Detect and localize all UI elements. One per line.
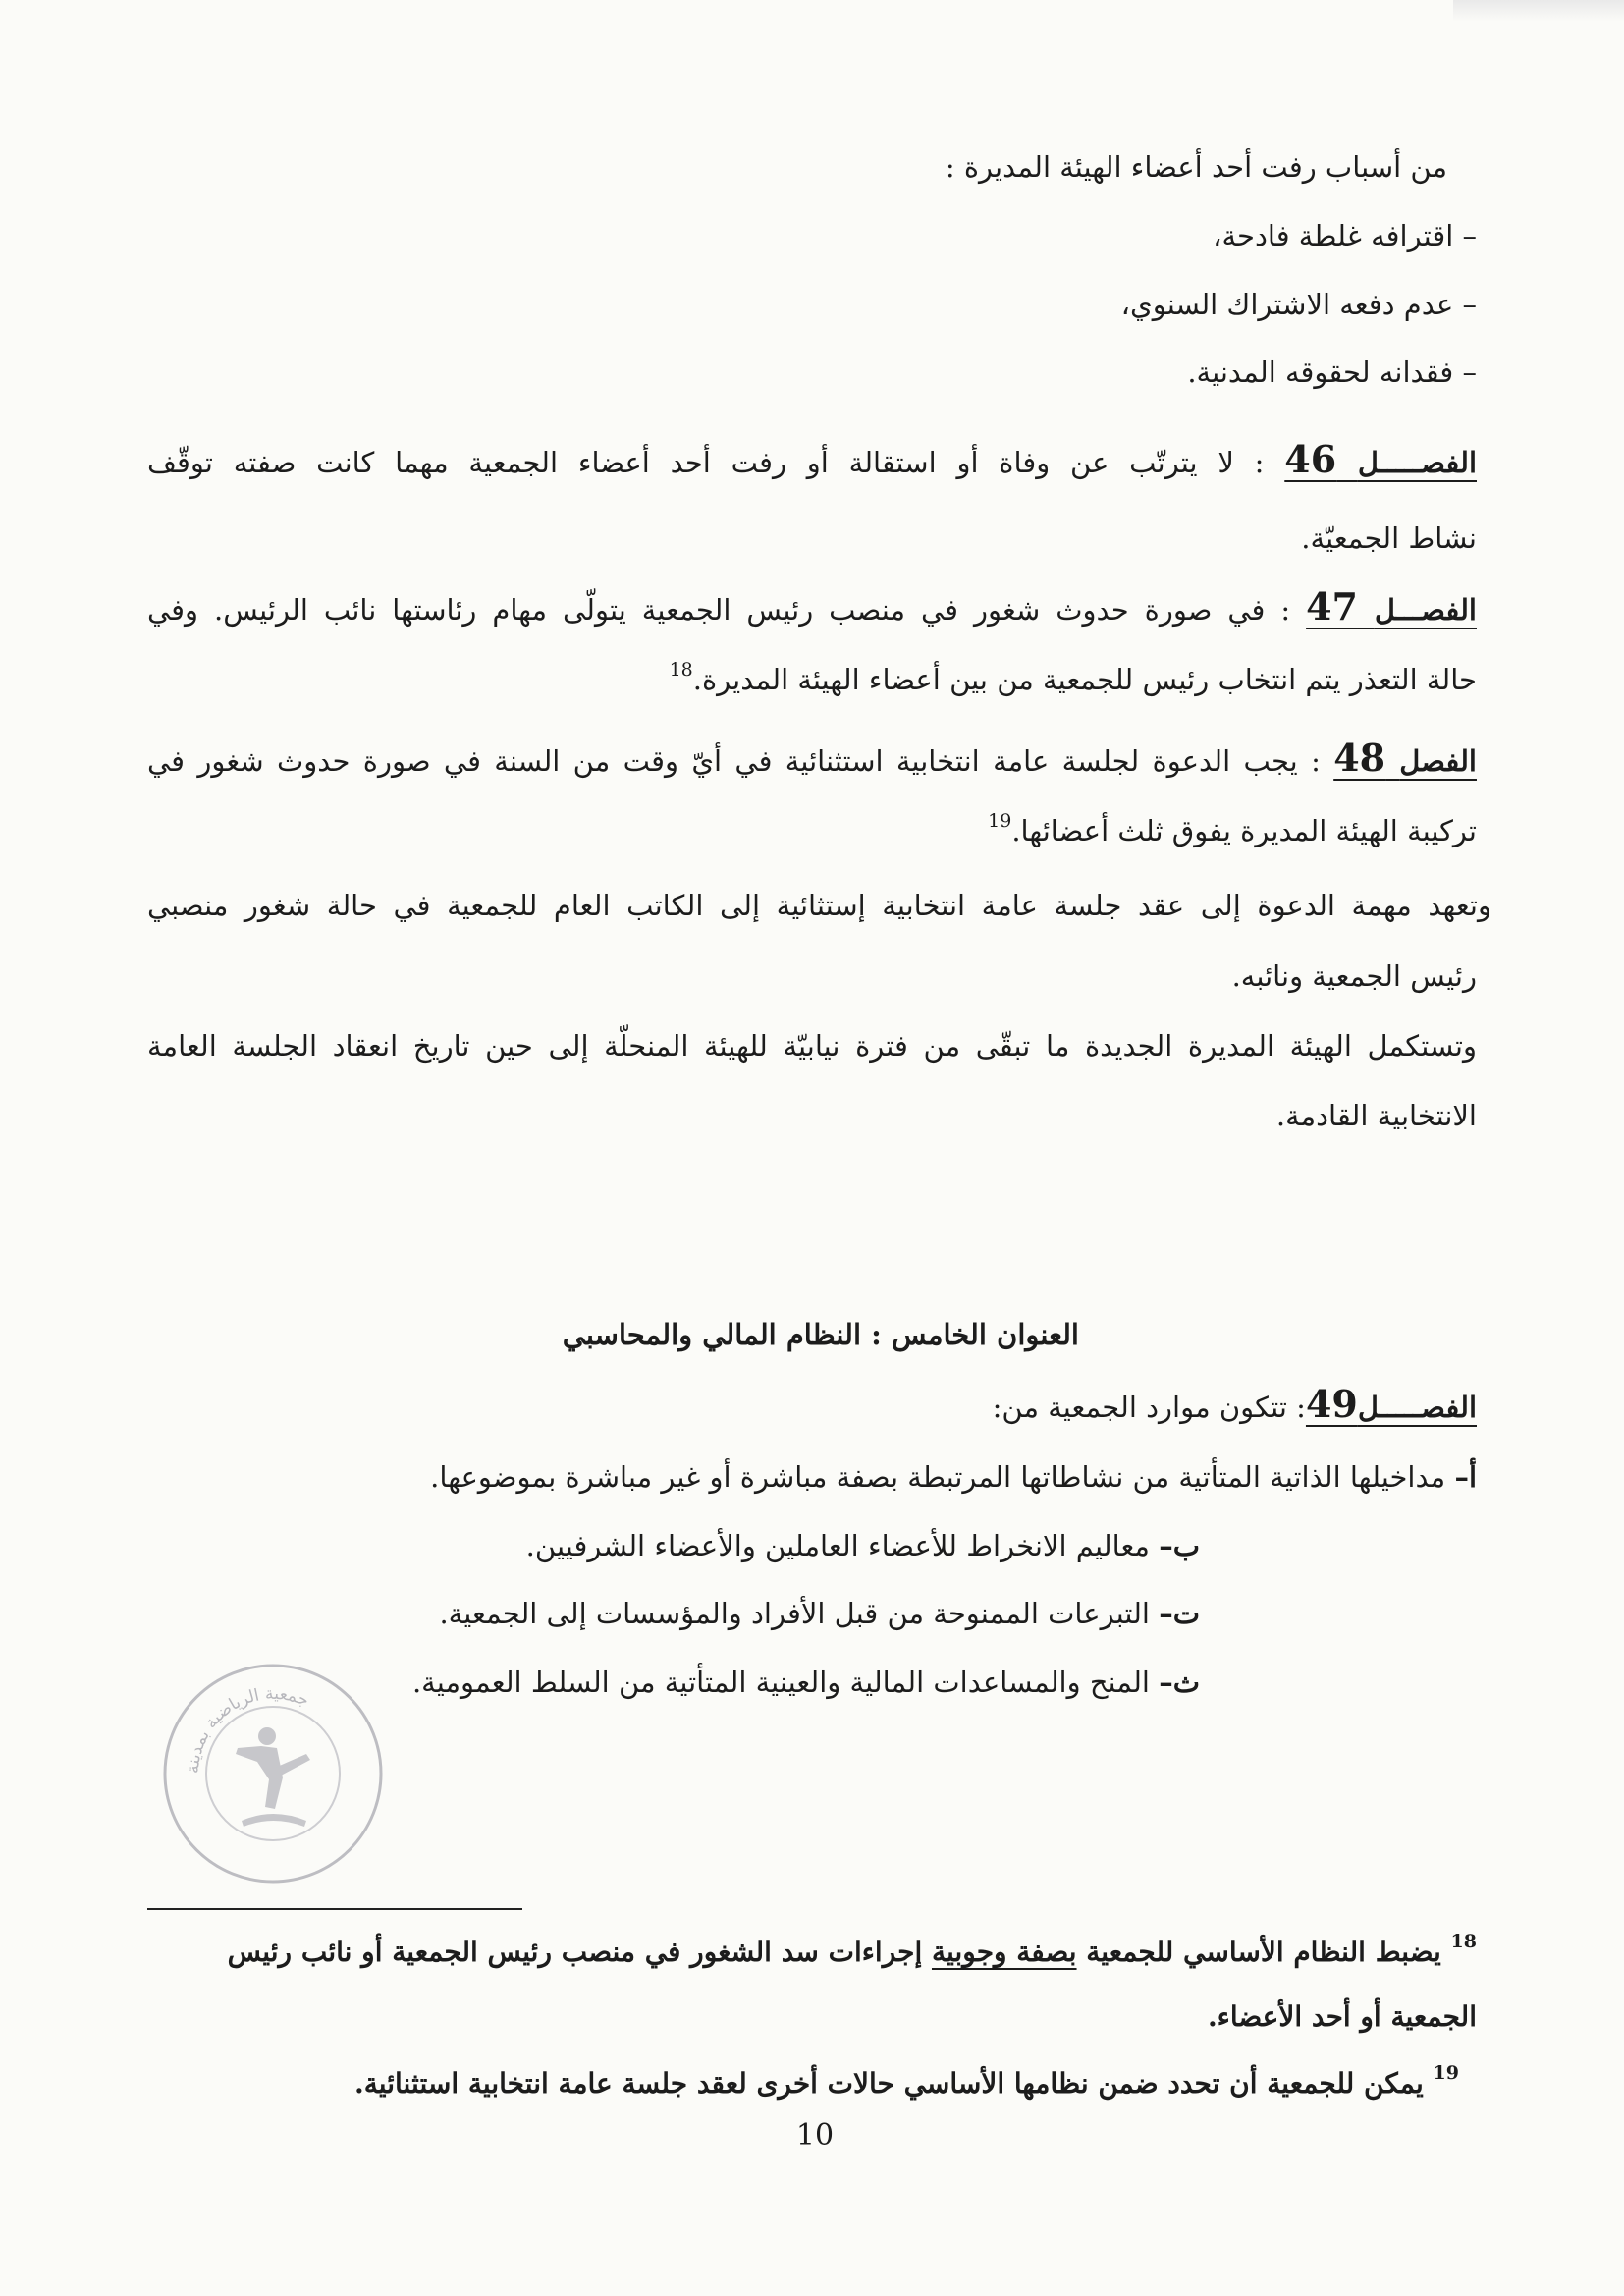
article-47-line1: الفصـــل 47 : في صورة حدوث شغور في منصب رئيس الجمعية يتولّى مهام رئاستها نائب الرئيس. وفي [147, 584, 1477, 629]
resource-item: ب– معاليم الانخراط للأعضاء العاملين والأعضاء الشرفيين. [525, 1529, 1200, 1562]
association-stamp [159, 1660, 387, 1887]
paragraph-line: رئيس الجمعية ونائبه. [1231, 959, 1477, 993]
karate-figure-icon [236, 1727, 310, 1827]
chapter-heading: الفصـــــل 46 [1284, 437, 1477, 481]
page-number: 10 [795, 2118, 835, 2153]
article-46-line1: الفصـــــل 46 : لا يترتّب عن وفاة أو استقالة أو رفت أحد أعضاء الجمعية مهما كانت صفته توقّف [147, 437, 1477, 481]
stamp-text: جمعية الرياضية بمدينة [183, 1683, 312, 1775]
reason-item: – فقدانه لحقوقه المدنية. [1187, 355, 1477, 389]
resource-item: أ– مداخيلها الذاتية المتأتية من نشاطاتها المرتبطة بصفة مباشرة أو غير مباشرة بموضوعها. [430, 1460, 1477, 1494]
resource-item: ت– التبرعات الممنوحة من قبل الأفراد والمؤسسات إلى الجمعية. [439, 1597, 1200, 1630]
article-47-line2: حالة التعذر يتم انتخاب رئيس للجمعية من بين أعضاء الهيئة المديرة.$^{18}$ [669, 659, 1477, 696]
article-48-line2: تركيبة الهيئة المديرة يفوق ثلث أعضائها.$^{19}$ [988, 810, 1477, 847]
paragraph-line: وتستكمل الهيئة المديرة الجديدة ما تبقّى من فترة نيابيّة للهيئة المنحلّة إلى حين تاريخ انعقاد الجلسة العامة [147, 1029, 1477, 1063]
chapter-heading: الفصـــل 47 [1306, 584, 1477, 629]
footnote-18: $^{18}$ يضبط النظام الأساسي للجمعية بصفة وجوبية إجراءات سد الشغور في منصب رئيس الجمعية أو نائب رئيس [227, 1931, 1477, 1968]
reason-item: – عدم دفعه الاشتراك السنوي، [1120, 288, 1477, 321]
footnote-divider [147, 1908, 522, 1910]
paragraph-line: وتعهد مهمة الدعوة إلى عقد جلسة عامة انتخابية إستثائية إلى الكاتب العام للجمعية في حالة شغور منصبي [147, 889, 1491, 922]
footnote-18-line2: الجمعية أو أحد الأعضاء. [1207, 2000, 1477, 2033]
paragraph-line: الانتخابية القادمة. [1275, 1099, 1477, 1132]
article-46-line2: نشاط الجمعيّة. [1301, 521, 1477, 555]
article-48-line1: الفصل 48 : يجب الدعوة لجلسة عامة انتخابية استثنائية في أيّ وقت من السنة في صورة حدوث شغور في [147, 736, 1477, 780]
article-49-line: الفصـــــل49: تتكون موارد الجمعية من: [992, 1382, 1477, 1426]
resource-item: ث– المنح والمساعدات المالية والعينية المتأتية من السلط العمومية. [411, 1666, 1200, 1699]
intro-line: من أسباب رفت أحد أعضاء الهيئة المديرة : [945, 150, 1447, 184]
footnote-19: $^{19}$ يمكن للجمعية أن تحدد ضمن نظامها الأساسي حالات أخرى لعقد جلسة عامة انتخابية استثنائية. [354, 2062, 1459, 2100]
reason-item: – اقترافه غلطة فادحة، [1213, 219, 1477, 252]
footnote-ref: 19 [988, 810, 1012, 832]
scan-edge [1453, 0, 1624, 22]
footnote-ref: 18 [669, 659, 693, 681]
chapter-heading: الفصل 48 [1333, 736, 1477, 780]
section-title: العنوان الخامس : النظام المالي والمحاسبي [562, 1318, 1079, 1351]
chapter-heading: الفصـــــل49 [1305, 1382, 1477, 1426]
